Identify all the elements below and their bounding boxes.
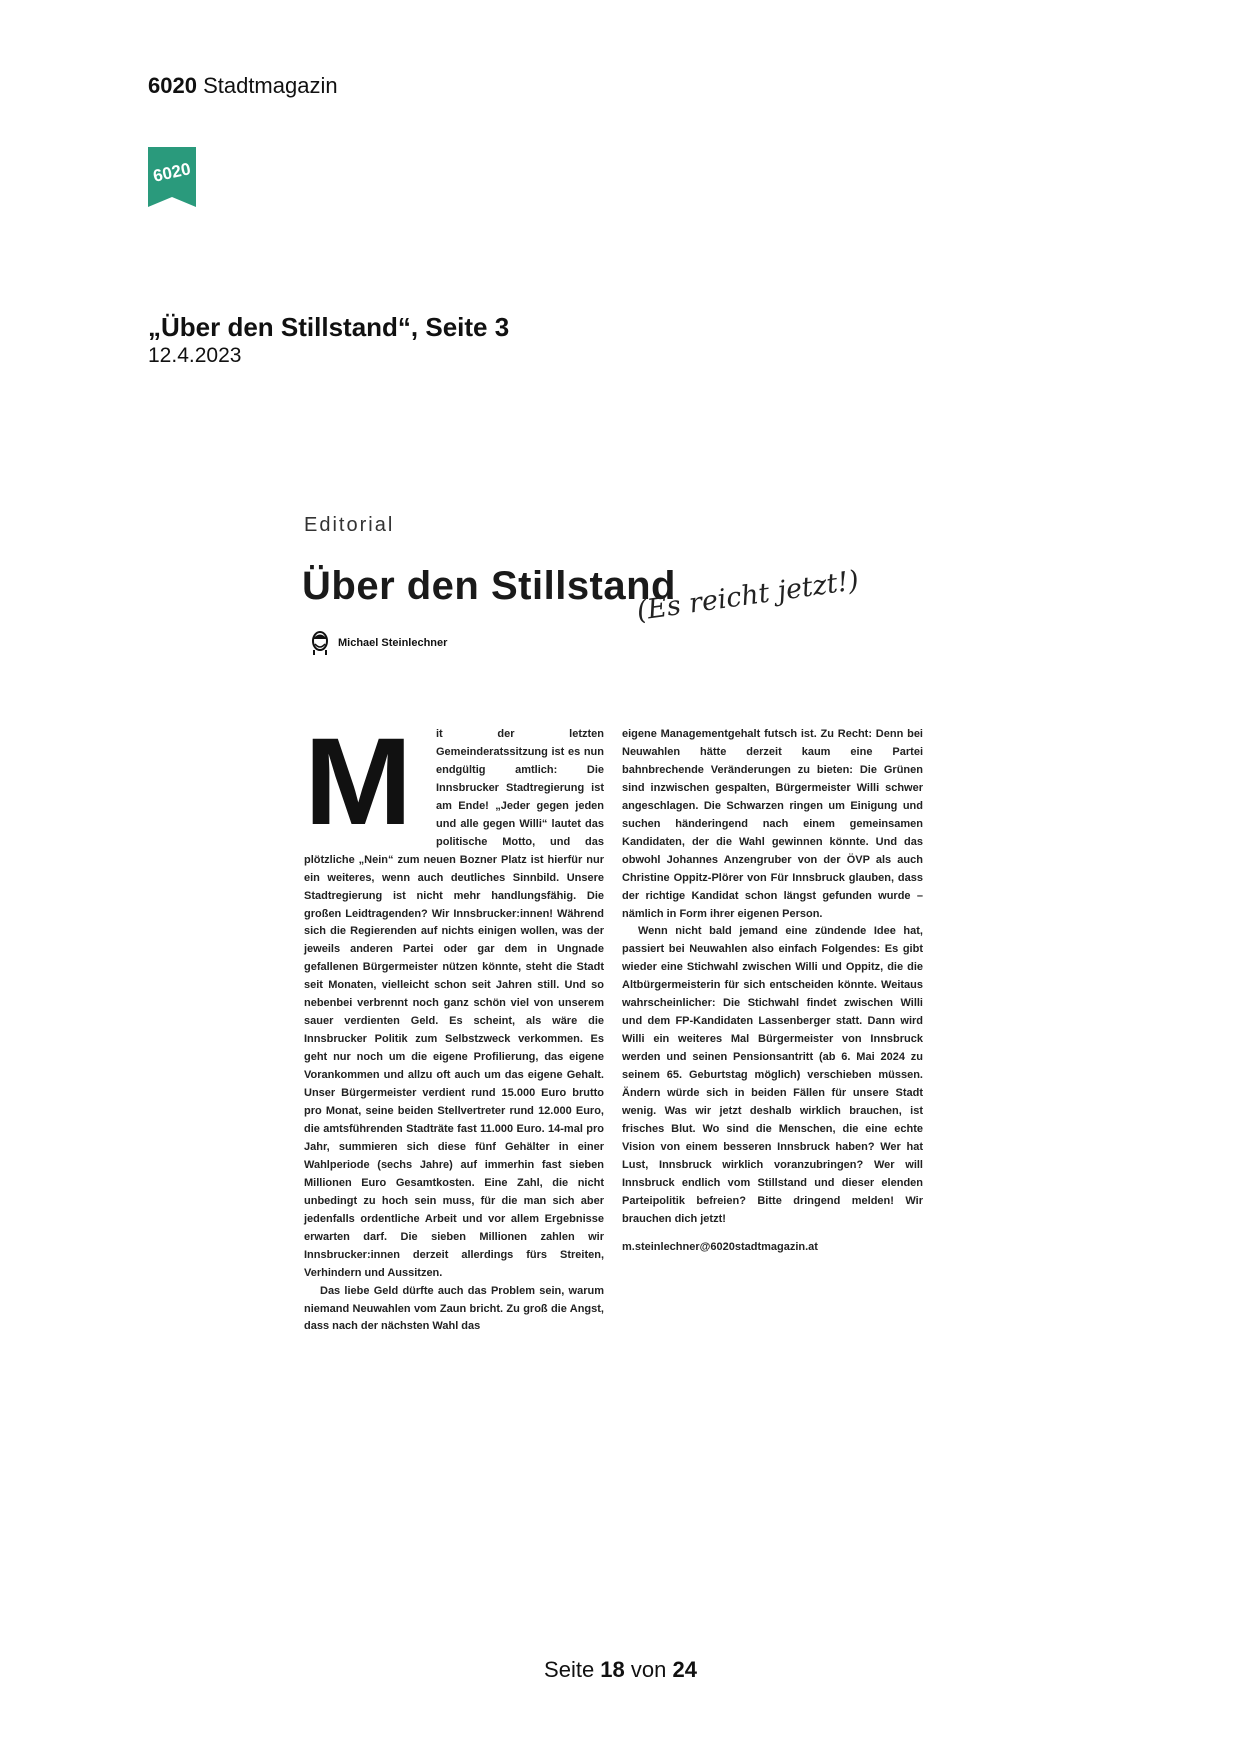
paragraph: Wenn nicht bald jemand eine zündende Idee hat, passiert bei Neuwahlen also einfach Folgendes: Es gibt wieder eine Stichwahl zwischen Willi und Oppitz, die die Altbürgermeisterin für sich entscheiden könnte. Weitaus wahrscheinlicher: Die Stichwahl findet zwischen Willi und dem FP-Kandidaten Lassenberger statt. Dann wird Willi ein weiteres Mal Bürgermeister von Innsbruck werden und seinen Pensionsantritt (ab 6. Mai 2024 zu seinem 65. Geburtstag möglich) verschieben müssen. Ändern würde sich in beiden Fällen für unsere Stadt wenig. Was wir jetzt deshalb wirklich brauchen, ist frisches Blut. Wo sind die Menschen, die eine echte Vision von einem besseren Innsbruck haben? Wer hat Lust, Innsbruck wirklich voranzubringen? Wer will Innsbruck endlich vom Stillstand und dieser elenden Parteipolitik befreien? Bitte dringend melden! Wir brauchen dich jetzt! <box>622 925 923 1225</box>
author-name: Michael Steinlechner <box>338 637 448 649</box>
drop-cap: M <box>304 713 413 851</box>
paragraph: Das liebe Geld dürfte auch das Problem sein, warum niemand Neuwahlen vom Zaun bricht. Zu groß die Angst, dass nach der nächsten Wahl das <box>304 1284 604 1333</box>
reference-date: 12.4.2023 <box>148 344 242 367</box>
paragraph: eigene Managementgehalt futsch ist. Zu Recht: Denn bei Neuwahlen hätte derzeit kaum eine Partei bahnbrechende Veränderungen zu bieten: Die Grünen sind inzwischen gespalten, Bürgermeister Willi schwer angeschlagen. Die Schwarzen ringen um Einigung und suchen händeringend nach einem gemeinsamen Kandidaten, der die Wahl gewinnen könnte. Und das obwohl Johannes Anzengruber von der ÖVP als auch Christine Oppitz-Plörer von Für Innsbruck glauben, dass der richtige Kandidat schon längst gefunden wurde – nämlich in Form ihrer eigenen Person. <box>622 728 923 920</box>
total-pages: 24 <box>672 1657 697 1682</box>
author-email: m.steinlechner@6020stadtmagazin.at <box>622 1240 818 1253</box>
logo-text: 6020 <box>151 159 193 186</box>
6020-logo <box>148 147 196 207</box>
article-clipping <box>302 508 924 1370</box>
page-number: Seite 18 von 24 <box>544 1657 697 1682</box>
current-page: 18 <box>600 1657 625 1682</box>
paragraph: it der letzten Gemeinderatssitzung ist es nun endgültig amtlich: Die Innsbrucker Stadtregierung ist am Ende! „Jeder gegen jeden und alle gegen Willi“ lautet das politische Motto, und das plötzliche „Nein“ zum neuen Bozner Platz ist hierfür nur ein weiteres, wenn auch deutliches Sinnbild. Unsere Stadtregierung ist nicht mehr handlungsfähig. Die großen Leidtragenden? Wir Innsbrucker:innen! Während sich die Regierenden auf nichts einigen wollen, was der jeweils anderen Partei oder gar dem in Ungnade gefallenen Bürgermeister nützen könnte, steht die Stadt seit Monaten, vielleicht schon seit Jahren still. Und so nebenbei verbrennt noch ganz schön viel von unserem sauer verdienten Geld. Es scheint, als wäre die Innsbrucker Politik zum Selbstzweck verkommen. Es geht nur noch um die eigene Profilierung, das eigene Vorankommen und allzu oft auch um das eigene Gehalt. Unser Bürgermeister verdient rund 15.000 Euro brutto pro Monat, seine beiden Stellvertreter rund 12.000 Euro, die amtsführenden Stadträte fast 11.000 Euro. 14-mal pro Jahr, summieren sich diese fünf Gehälter in einer Wahlperiode (sechs Jahre) auf immerhin fast sieben Millionen Euro Gesamtkosten. Eine Zahl, die nicht unbedingt zu hoch sein muss, für die man sich aber jedenfalls ordentliche Arbeit und vor allem Ergebnisse erwarten darf. Die sieben Millionen zahlen wir Innsbrucker:innen derzeit allerdings fürs Streiten, Verhindern und Aussitzen. <box>304 728 604 1279</box>
section-label: Editorial <box>304 514 395 536</box>
publication-name-bold: 6020 <box>148 73 197 98</box>
publication-name-rest: Stadtmagazin <box>196 73 338 98</box>
article-headline: Über den Stillstand <box>302 564 676 608</box>
article-column-right <box>622 726 923 1257</box>
article-subline: (Es reicht jetzt!) <box>634 565 861 627</box>
article-column-left <box>304 713 604 1406</box>
reference-title: „Über den Stillstand“, Seite 3 <box>148 312 510 342</box>
publication-name <box>148 73 338 99</box>
author-portrait-icon <box>310 630 330 656</box>
